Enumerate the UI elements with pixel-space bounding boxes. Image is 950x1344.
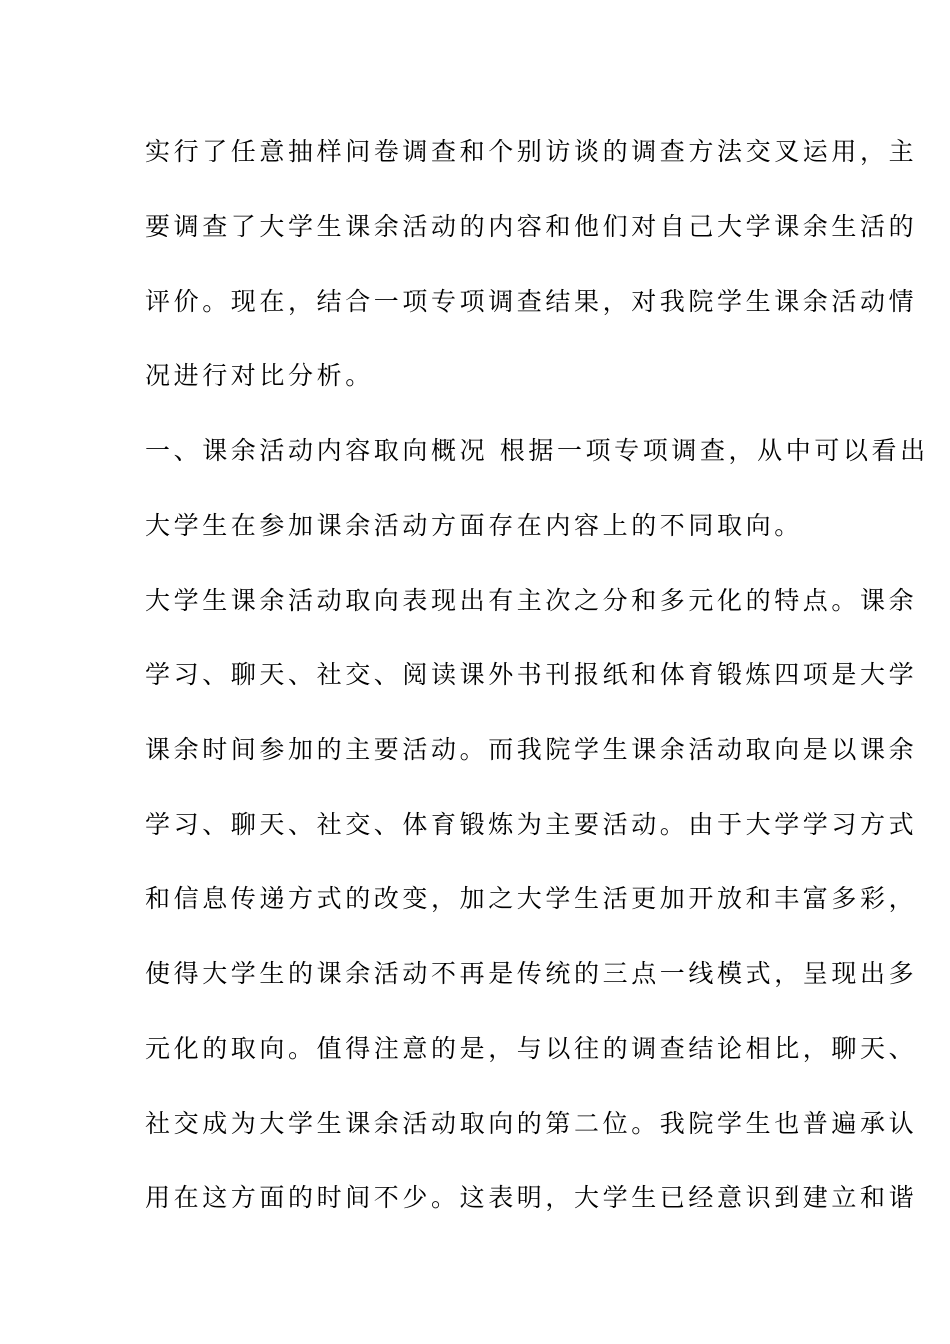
text-line: 使得大学生的课余活动不再是传统的三点一线模式，呈现出多	[145, 959, 918, 988]
text-line: 和信息传递方式的改变，加之大学生活更加开放和丰富多彩，	[145, 884, 918, 913]
text-line: 一、课余活动内容取向概况 根据一项专项调查，从中可以看出	[145, 436, 929, 465]
text-line: 社交成为大学生课余活动取向的第二位。我院学生也普遍承认	[145, 1109, 918, 1138]
text-line: 评价。现在，结合一项专项调查结果，对我院学生课余活动情	[145, 287, 918, 316]
text-line: 用在这方面的时间不少。这表明，大学生已经意识到建立和谐	[145, 1183, 918, 1212]
text-line: 大学生课余活动取向表现出有主次之分和多元化的特点。课余	[145, 586, 918, 615]
text-line: 要调查了大学生课余活动的内容和他们对自己大学课余生活的	[145, 212, 918, 241]
text-line: 元化的取向。值得注意的是，与以往的调查结论相比，聊天、	[145, 1034, 918, 1063]
text-line: 实行了任意抽样问卷调查和个别访谈的调查方法交叉运用，主	[145, 137, 918, 166]
text-line: 况进行对比分析。	[145, 361, 374, 390]
text-line: 大学生在参加课余活动方面存在内容上的不同取向。	[145, 511, 803, 540]
text-line: 课余时间参加的主要活动。而我院学生课余活动取向是以课余	[145, 735, 918, 764]
text-line: 学习、聊天、社交、体育锻炼为主要活动。由于大学学习方式	[145, 810, 918, 839]
text-line: 学习、聊天、社交、阅读课外书刊报纸和体育锻炼四项是大学	[145, 660, 918, 689]
